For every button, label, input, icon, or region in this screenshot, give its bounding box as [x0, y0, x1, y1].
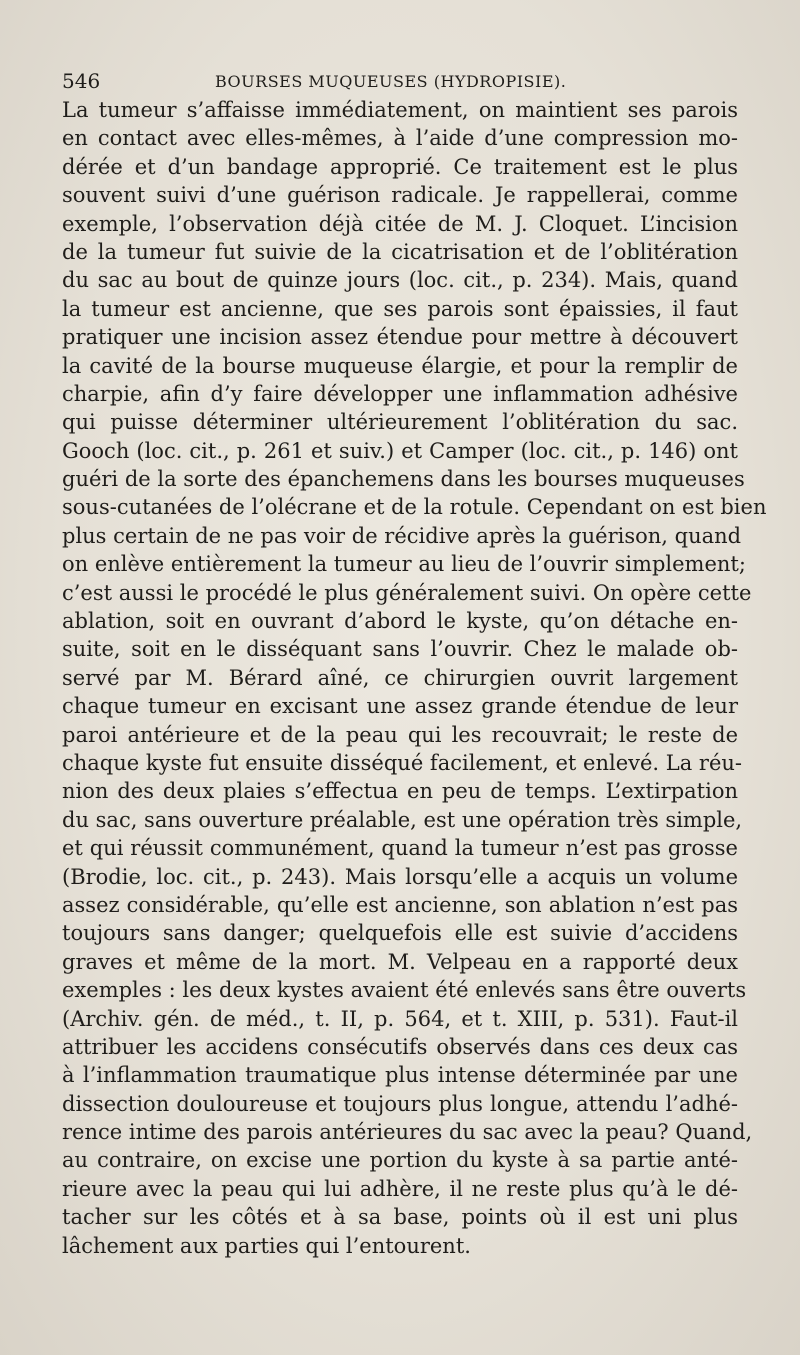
text-line: rieure avec la peau qui lui adhère, il ne reste plus qu’à le dé-: [62, 1176, 738, 1201]
text-line: au contraire, on excise une portion du kyste à sa partie anté-: [62, 1148, 738, 1173]
text-line: attribuer les accidens consécutifs observés dans ces deux cas: [62, 1034, 738, 1059]
text-line: à l’inflammation traumatique plus intense déterminée par une: [62, 1063, 738, 1088]
text-line: (Archiv. gén. de méd., t. II, p. 564, et t. XIII, p. 531). Faut-il: [62, 1006, 738, 1031]
text-line: sous-cutanées de l’olécrane et de la rotule. Cependant on est bien: [62, 495, 767, 520]
text-line: graves et même de la mort. M. Velpeau en a rapporté deux: [62, 949, 738, 974]
text-line: exemple, l’observation déjà citée de M. J. Cloquet. L’incision: [62, 211, 738, 236]
text-line: chaque tumeur en excisant une assez grande étendue de leur: [62, 694, 738, 719]
text-line: dissection douloureuse et toujours plus longue, attendu l’adhé-: [62, 1091, 738, 1116]
text-line: on enlève entièrement la tumeur au lieu de l’ouvrir simplement;: [62, 552, 746, 577]
text-line: plus certain de ne pas voir de récidive après la guérison, quand: [62, 523, 742, 548]
text-line: suite, soit en le disséquant sans l’ouvrir. Chez le malade ob-: [62, 637, 738, 662]
text-line: chaque kyste fut ensuite disséqué facilement, et enlevé. La réu-: [62, 750, 742, 775]
text-line: nion des deux plaies s’effectua en peu de temps. L’extirpation: [62, 779, 738, 804]
text-line: paroi antérieure et de la peau qui les recouvrait; le reste de: [62, 722, 738, 747]
text-line: de la tumeur fut suivie de la cicatrisation et de l’oblitération: [62, 239, 738, 264]
text-line: (Brodie, loc. cit., p. 243). Mais lorsqu’elle a acquis un volume: [62, 864, 738, 889]
page-number: 546: [62, 69, 101, 93]
text-line: pratiquer une incision assez étendue pour mettre à découvert: [62, 325, 738, 350]
text-line: ablation, soit en ouvrant d’abord le kyste, qu’on détache en-: [62, 609, 738, 634]
text-line: assez considérable, qu’elle est ancienne, son ablation n’est pas: [62, 892, 738, 917]
body-text: [62, 96, 767, 1260]
text-line: toujours sans danger; quelquefois elle est suivie d’accidens: [62, 921, 738, 946]
text-line: dérée et d’un bandage approprié. Ce traitement est le plus: [62, 154, 738, 179]
text-line: La tumeur s’affaisse immédiatement, on maintient ses parois: [62, 98, 738, 122]
text-line: souvent suivi d’une guérison radicale. Je rappellerai, comme: [62, 183, 738, 208]
text-line: et qui réussit communément, quand la tumeur n’est pas grosse: [62, 836, 738, 861]
text-line: exemples : les deux kystes avaient été enlevés sans être ouverts: [62, 978, 747, 1003]
text-line: la cavité de la bourse muqueuse élargie, et pour la remplir de: [62, 353, 738, 378]
text-line: lâchement aux parties qui l’entourent.: [62, 1233, 471, 1258]
running-title: BOURSES MUQUEUSES (HYDROPISIE).: [215, 72, 567, 91]
text-line: qui puisse déterminer ultérieurement l’oblitération du sac.: [62, 410, 738, 435]
text-line: la tumeur est ancienne, que ses parois sont épaissies, il faut: [62, 296, 738, 321]
text-line: tacher sur les côtés et à sa base, points où il est uni plus: [62, 1205, 738, 1230]
page-header: [62, 66, 742, 96]
text-line: du sac au bout de quinze jours (loc. cit., p. 234). Mais, quand: [62, 268, 738, 293]
text-line: c’est aussi le procédé le plus généralement suivi. On opère cette: [62, 580, 752, 605]
text-line: Gooch (loc. cit., p. 261 et suiv.) et Camper (loc. cit., p. 146) ont: [62, 438, 738, 463]
text-line: charpie, afin d’y faire développer une inflammation adhésive: [62, 381, 738, 406]
text-line: du sac, sans ouverture préalable, est une opération très simple,: [62, 807, 743, 832]
text-line: rence intime des parois antérieures du sac avec la peau? Quand,: [62, 1120, 753, 1145]
text-line: servé par M. Bérard aîné, ce chirurgien ouvrit largement: [62, 665, 738, 690]
text-line: guéri de la sorte des épanchemens dans les bourses muqueuses: [62, 467, 745, 492]
text-line: en contact avec elles-mêmes, à l’aide d’une compression mo-: [62, 126, 738, 151]
